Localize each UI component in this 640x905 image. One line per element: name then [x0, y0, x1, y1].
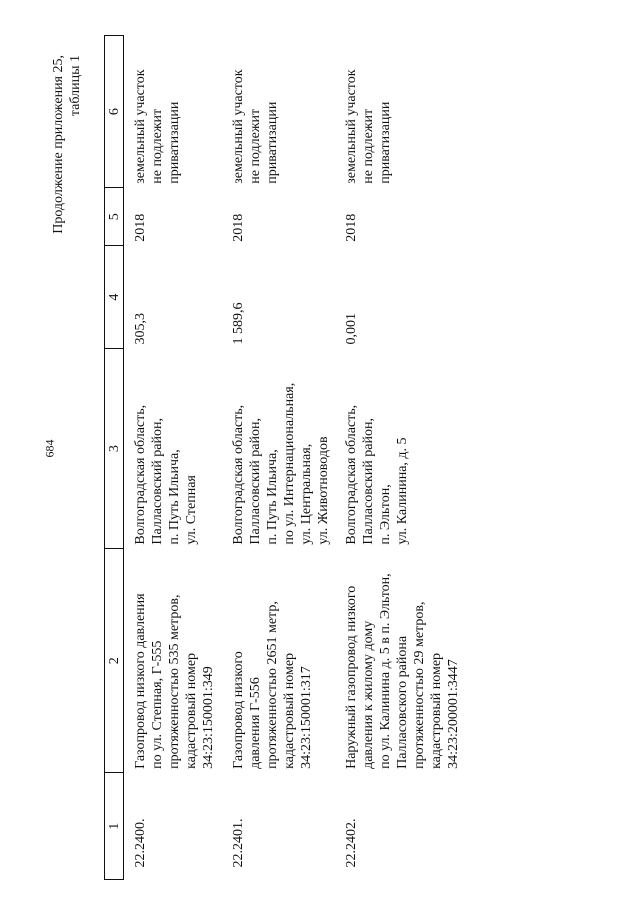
- table-row: [335, 36, 463, 880]
- object-address: Волгоградская область, Палласовский район, п. Путь Ильича, ул. Степная: [133, 404, 199, 545]
- object-name: Наружный газопровод низкого давления к жилому дому по ул. Калинина д. 5 в п. Эльтон, Палласовского района протяженностью 29 метров, кадастровый номер 34:23:200001:3447: [344, 573, 461, 769]
- object-value: 0,001: [344, 312, 359, 345]
- row-number: 22.2402.: [344, 818, 359, 868]
- object-name: Газопровод низкого давления по ул. Степная, Г-555 протяженностью 535 метров, кадастровый номер 34:23:150001:349: [133, 593, 216, 769]
- caption-line-1: Продолжение приложения 25,: [51, 55, 66, 234]
- object-note: земельный участок не подлежит приватизации: [231, 69, 280, 184]
- caption-line-2: таблицы 1: [68, 55, 83, 117]
- header-col-5: 5: [105, 188, 124, 246]
- object-value: 305,3: [133, 312, 148, 345]
- object-year: 2018: [344, 213, 359, 242]
- object-year: 2018: [231, 213, 246, 242]
- table-row: [222, 36, 335, 880]
- object-value: 1 589,6: [231, 302, 246, 345]
- header-col-4: 4: [105, 246, 124, 349]
- page-number: 684: [42, 439, 57, 458]
- property-table: [104, 35, 463, 880]
- rotated-table-area: [52, 35, 612, 880]
- object-name: Газопровод низкого давления Г-556 протяженностью 2651 метр, кадастровый номер 34:23:150001:317: [231, 601, 314, 769]
- table-caption: [50, 55, 84, 234]
- table-row: [124, 36, 223, 880]
- header-col-2: 2: [105, 549, 124, 773]
- header-col-3: 3: [105, 348, 124, 548]
- row-number: 22.2401.: [231, 818, 246, 868]
- object-note: земельный участок не подлежит приватизации: [133, 69, 182, 184]
- header-row: [105, 36, 124, 880]
- object-note: земельный участок не подлежит приватизации: [344, 69, 393, 184]
- header-col-6: 6: [105, 36, 124, 188]
- header-col-1: 1: [105, 773, 124, 880]
- row-number: 22.2400.: [133, 818, 148, 868]
- object-address: Волгоградская область, Палласовский район, п. Путь Ильича, по ул. Интернациональная, ул. Центральная, ул. Животноводов: [231, 382, 331, 545]
- object-address: Волгоградская область, Палласовский район, п. Эльтон, ул. Калинина, д. 5: [344, 404, 410, 545]
- object-year: 2018: [133, 213, 148, 242]
